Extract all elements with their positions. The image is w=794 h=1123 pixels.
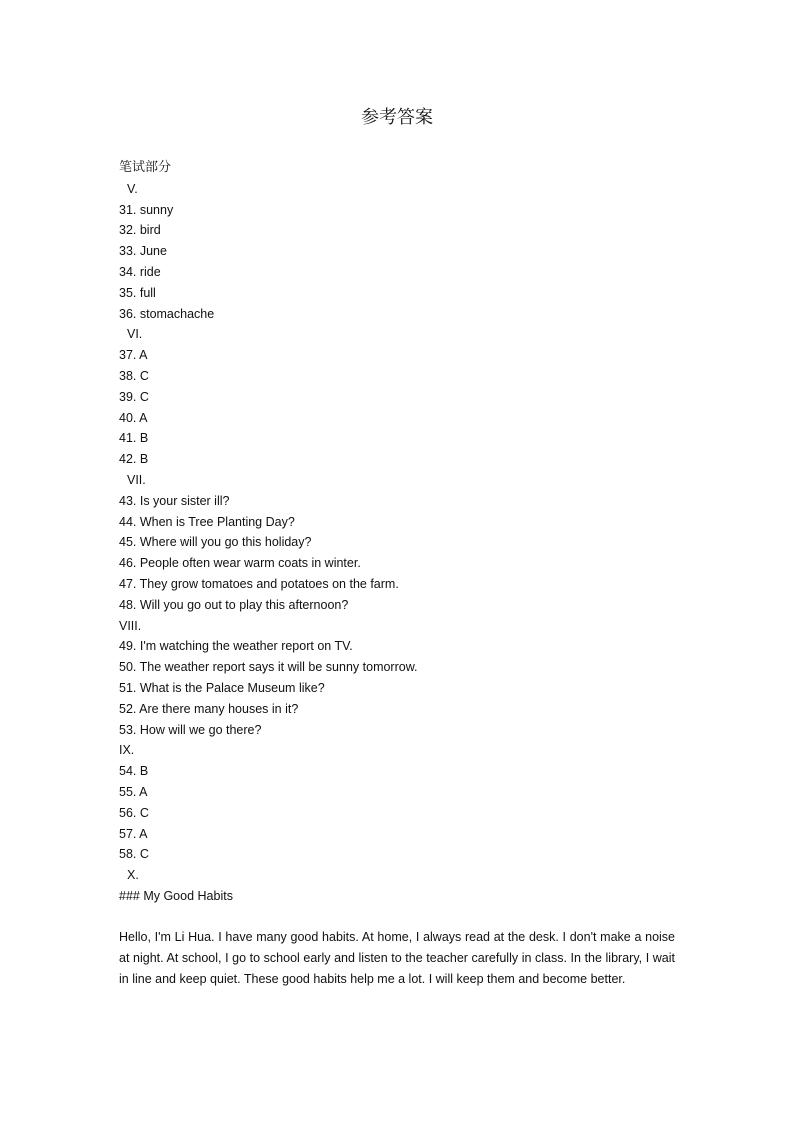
paragraph-spacer [119, 907, 675, 928]
part-x-label: X. [127, 868, 139, 883]
answer-43: 43. Is your sister ill? [119, 493, 230, 508]
answer-55: 55. A [119, 784, 148, 799]
answer-44: 44. When is Tree Planting Day? [119, 514, 295, 529]
part-v-label: V. [127, 181, 138, 196]
answer-49: 49. I'm watching the weather report on TV. [119, 639, 353, 654]
answer-36: 36. stomachache [119, 306, 215, 321]
answer-46: 46. People often wear warm coats in winter. [119, 556, 361, 571]
part-vi-label: VI. [127, 327, 143, 342]
answer-33: 33. June [119, 244, 167, 259]
answer-40: 40. A [119, 410, 148, 425]
answer-41: 41. B [119, 431, 149, 446]
section-label: 笔试部分 [119, 160, 172, 175]
answer-35: 35. full [119, 285, 156, 300]
answer-51: 51. What is the Palace Museum like? [119, 680, 325, 695]
part-ix-label: IX. [119, 743, 135, 758]
answer-39: 39. C [119, 389, 149, 404]
answer-57: 57. A [119, 826, 148, 841]
answer-50: 50. The weather report says it will be sunny tomorrow. [119, 660, 418, 675]
answer-34: 34. ride [119, 264, 161, 279]
answer-32: 32. bird [119, 223, 161, 238]
answer-content [119, 158, 675, 990]
page-title: 参考答案 [361, 107, 433, 128]
part-vii-label: VII. [127, 472, 146, 487]
answer-45: 45. Where will you go this holiday? [119, 535, 312, 550]
answer-38: 38. C [119, 368, 149, 383]
answer-53: 53. How will we go there? [119, 722, 262, 737]
answer-47: 47. They grow tomatoes and potatoes on the farm. [119, 576, 399, 591]
answer-48: 48. Will you go out to play this afternoon? [119, 597, 349, 612]
answer-37: 37. A [119, 348, 148, 363]
answer-42: 42. B [119, 452, 149, 467]
answer-54: 54. B [119, 764, 149, 779]
answer-52: 52. Are there many houses in it? [119, 701, 299, 716]
answer-31: 31. sunny [119, 202, 174, 217]
answer-58: 58. C [119, 847, 149, 862]
essay-paragraph: Hello, I'm Li Hua. I have many good habits. At home, I always read at the desk. I don't make a noise at night. At school, I go to school early and listen to the teacher carefully in class. In the library, I wait in line and keep quiet. These good habits help me a lot. I will keep them and become better. [119, 930, 675, 987]
essay-heading: ### My Good Habits [119, 888, 233, 903]
part-viii-label: VIII. [119, 618, 142, 633]
answer-56: 56. C [119, 805, 149, 820]
